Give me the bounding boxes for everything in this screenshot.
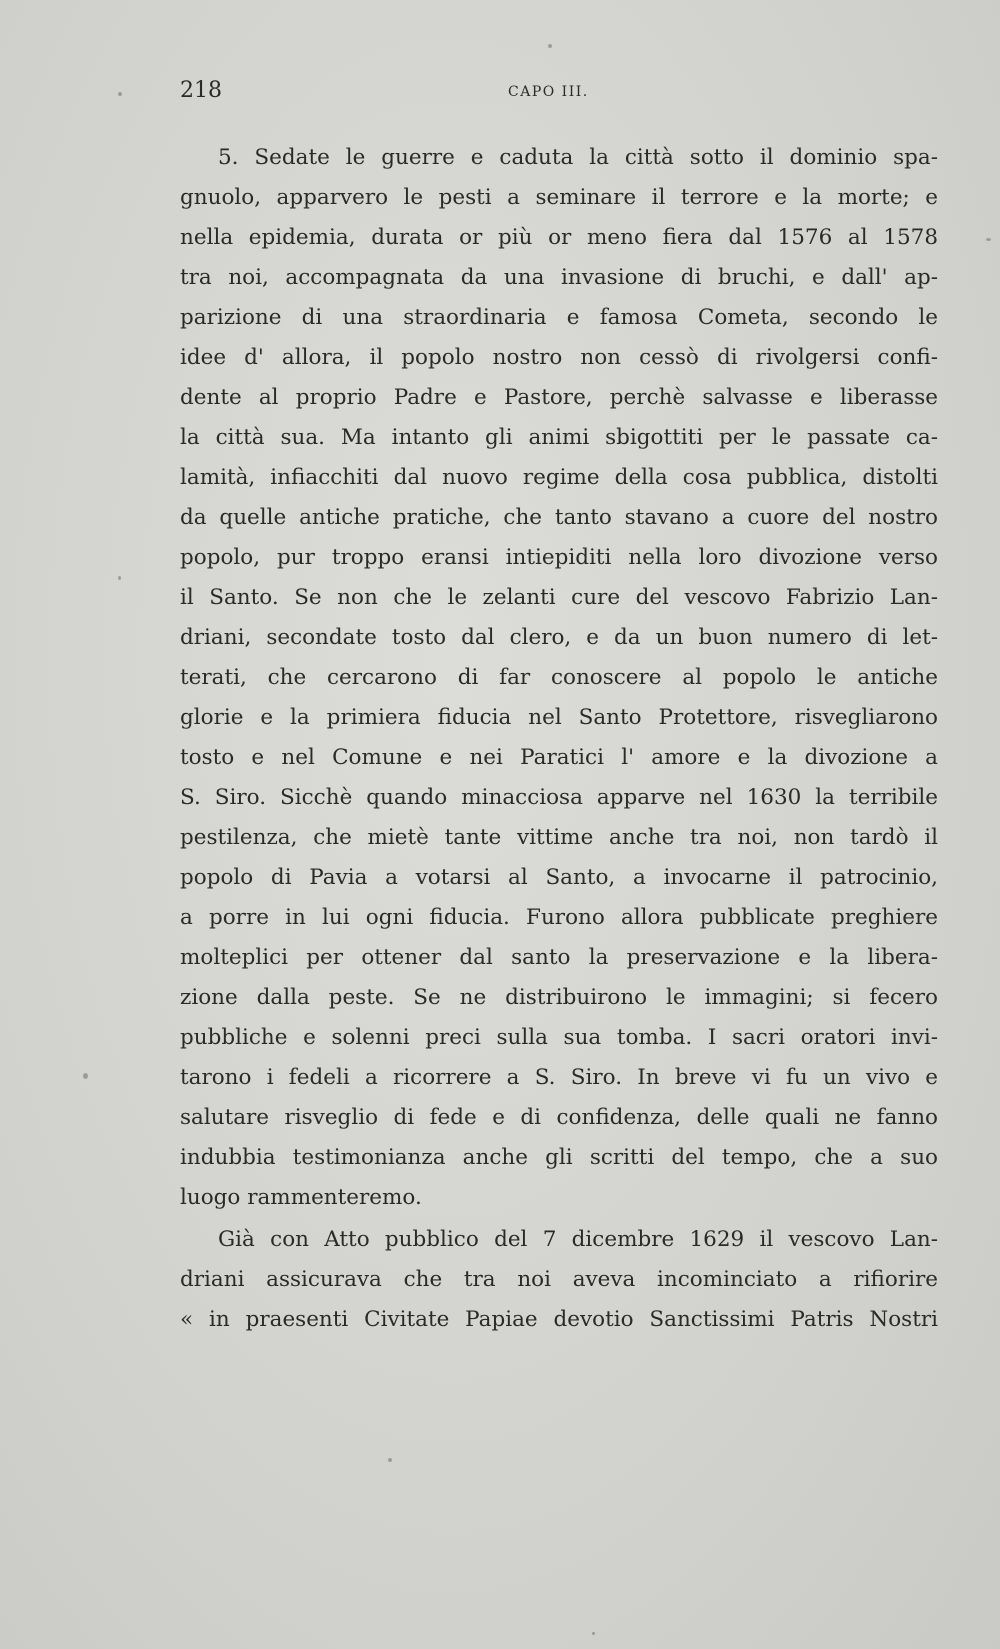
- text-line: molteplici per ottener dal santo la preservazione e la libera-: [180, 945, 938, 970]
- text-line: gnuolo, apparvero le pesti a seminare il terrore e la morte; e: [180, 185, 938, 210]
- text-line: Già con Atto pubblico del 7 dicembre 1629 il vescovo Lan-: [218, 1227, 938, 1252]
- text-line: glorie e la primiera fiducia nel Santo Protettore, risvegliarono: [180, 705, 938, 730]
- paragraph-landriani-act: [180, 1220, 938, 1340]
- body-text: [180, 138, 938, 1340]
- text-line: zione dalla peste. Se ne distribuirono le immagini; si fecero: [180, 985, 938, 1010]
- text-line: parizione di una straordinaria e famosa Cometa, secondo le: [180, 305, 938, 330]
- text-line: tosto e nel Comune e nei Paratici l' amore e la divozione a: [180, 745, 938, 770]
- text-line: nella epidemia, durata or più or meno fiera dal 1576 al 1578: [180, 225, 938, 250]
- text-line: la città sua. Ma intanto gli animi sbigottiti per le passate ca-: [180, 425, 938, 450]
- scan-speck: [118, 576, 121, 580]
- text-line: idee d' allora, il popolo nostro non cessò di rivolgersi confi-: [180, 345, 938, 370]
- scan-speck: [548, 44, 552, 48]
- text-line: pestilenza, che mietè tante vittime anche tra noi, non tardò il: [180, 825, 938, 850]
- scan-speck: [388, 1458, 392, 1462]
- text-line: driani assicurava che tra noi aveva incominciato a rifiorire: [180, 1267, 938, 1292]
- scan-speck: [986, 238, 991, 241]
- text-line: il Santo. Se non che le zelanti cure del vescovo Fabrizio Lan-: [180, 585, 938, 610]
- text-line: popolo, pur troppo eransi intiepiditi nella loro divozione verso: [180, 545, 938, 570]
- text-line: tarono i fedeli a ricorrere a S. Siro. In breve vi fu un vivo e: [180, 1065, 938, 1090]
- text-line: da quelle antiche pratiche, che tanto stavano a cuore del nostro: [180, 505, 938, 530]
- text-line: salutare risveglio di fede e di confidenza, delle quali ne fanno: [180, 1105, 938, 1130]
- text-line: pubbliche e solenni preci sulla sua tomba. I sacri oratori invi-: [180, 1025, 938, 1050]
- text-line: dente al proprio Padre e Pastore, perchè salvasse e liberasse: [180, 385, 938, 410]
- text-line: a porre in lui ogni fiducia. Furono allora pubblicate preghiere: [180, 905, 938, 930]
- scan-speck: [592, 1632, 595, 1635]
- text-line: lamità, infiacchiti dal nuovo regime della cosa pubblica, distolti: [180, 465, 938, 490]
- text-line: terati, che cercarono di far conoscere al popolo le antiche: [180, 665, 938, 690]
- text-line: S. Siro. Sicchè quando minacciosa apparve nel 1630 la terribile: [180, 785, 938, 810]
- running-head: [180, 78, 940, 112]
- scan-speck: [83, 1073, 88, 1079]
- text-line: tra noi, accompagnata da una invasione di bruchi, e dall' ap-: [180, 265, 938, 290]
- text-line: luogo rammenteremo.: [180, 1185, 422, 1210]
- text-line: 5. Sedate le guerre e caduta la città sotto il dominio spa-: [218, 145, 938, 170]
- chapter-title: CAPO III.: [508, 84, 589, 100]
- text-line: driani, secondate tosto dal clero, e da un buon numero di let-: [180, 625, 938, 650]
- text-line: « in praesenti Civitate Papiae devotio Sanctissimi Patris Nostri: [180, 1307, 938, 1332]
- page-number: 218: [180, 78, 222, 103]
- text-line: indubbia testimonianza anche gli scritti del tempo, che a suo: [180, 1145, 938, 1170]
- paragraph-5: [180, 138, 938, 1218]
- text-line: popolo di Pavia a votarsi al Santo, a invocarne il patrocinio,: [180, 865, 938, 890]
- scan-speck: [118, 92, 122, 96]
